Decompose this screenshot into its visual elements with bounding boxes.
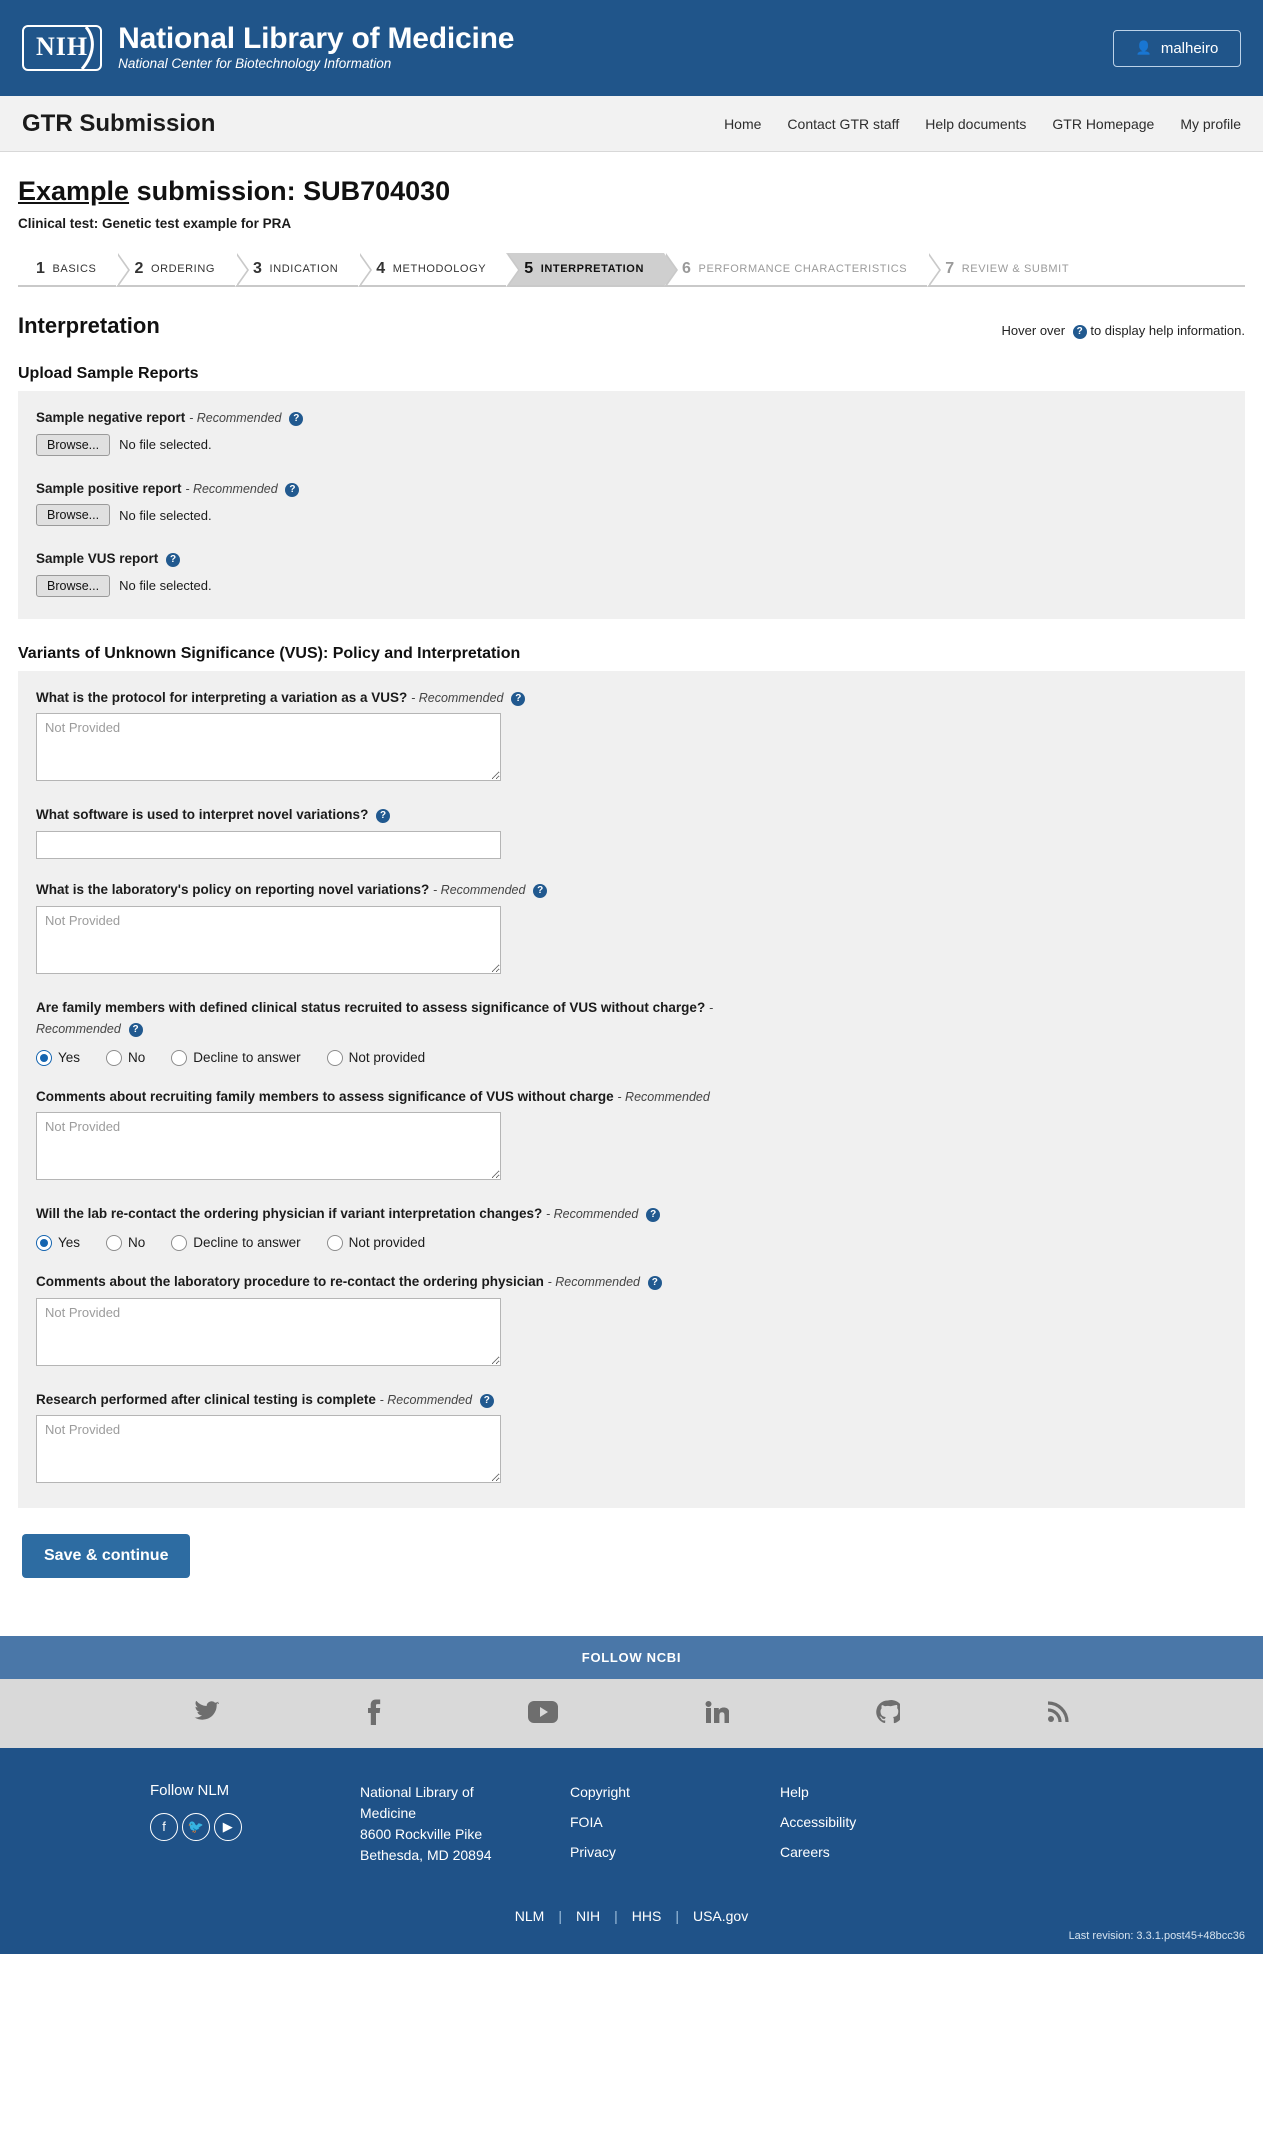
field-recontact-comments — [36, 1271, 1227, 1369]
youtube-icon[interactable]: ▶ — [214, 1813, 242, 1841]
upload-negative-label — [36, 407, 1227, 429]
field-research-label — [36, 1389, 1227, 1411]
upload-panel — [18, 391, 1245, 619]
github-icon[interactable] — [876, 1700, 900, 1727]
radio-dot — [171, 1050, 187, 1066]
step-performance-characteristics[interactable] — [664, 253, 927, 285]
footer-address-line1: National Library of — [360, 1784, 474, 1801]
gtr-nav[interactable] — [724, 116, 1241, 132]
youtube-icon[interactable] — [528, 1701, 558, 1726]
research-textarea[interactable] — [36, 1415, 501, 1483]
file-status-negative: No file selected. — [119, 437, 212, 453]
upload-vus-report — [36, 548, 1227, 597]
divider: | — [558, 1908, 562, 1925]
help-icon: ? — [1073, 325, 1087, 339]
upload-positive-label-text: Sample positive report — [36, 480, 182, 496]
field-family-comments — [36, 1086, 1227, 1184]
nih-org-line2: National Center for Biotechnology Information — [118, 55, 392, 71]
field-family-comments-recommended: - Recommended — [617, 1089, 710, 1104]
radio-dot — [171, 1235, 187, 1251]
field-recontact-label-text: Will the lab re-contact the ordering physician if variant interpretation changes? — [36, 1206, 543, 1222]
help-icon[interactable]: ? — [285, 483, 299, 497]
recontact-radio-not-provided-label: Not provided — [348, 1235, 426, 1251]
recontact-radio-decline-label: Decline to answer — [193, 1235, 301, 1251]
recontact-radio-no[interactable] — [106, 1235, 145, 1251]
family-radio-decline[interactable] — [171, 1050, 300, 1066]
field-software-label-text: What software is used to interpret novel variations? — [36, 807, 369, 823]
divider: | — [675, 1908, 679, 1925]
wizard-steps — [18, 253, 1245, 287]
step-methodology-label: METHODOLOGY — [392, 263, 487, 275]
field-family-label-text: Are family members with defined clinical status recruited to assess significance of VUS without charge? — [36, 999, 706, 1015]
step-basics-label: BASICS — [52, 263, 97, 275]
upload-positive-recommended: - Recommended — [185, 481, 278, 496]
nav-gtr-homepage[interactable]: GTR Homepage — [1052, 115, 1155, 132]
user-icon: 👤 — [1135, 40, 1152, 55]
follow-ncbi-heading: FOLLOW NCBI — [0, 1636, 1263, 1679]
rss-icon[interactable] — [1047, 1701, 1069, 1726]
step-ordering-number: 2 — [134, 260, 144, 277]
step-basics-number: 1 — [36, 260, 46, 277]
gov-link-hhs[interactable]: HHS — [631, 1908, 662, 1925]
nav-help-documents[interactable]: Help documents — [925, 115, 1027, 132]
user-name-label: malheiro — [1160, 39, 1219, 57]
gov-link-nih[interactable]: NIH — [575, 1908, 601, 1925]
nih-logo-text: NIH — [36, 31, 89, 61]
radio-dot — [327, 1050, 343, 1066]
field-policy-recommended: - Recommended — [433, 882, 526, 897]
help-hint-post: to display help information. — [1086, 323, 1245, 338]
radio-dot — [106, 1235, 122, 1251]
step-interpretation-label: INTERPRETATION — [540, 263, 645, 275]
recontact-radio-yes[interactable] — [36, 1235, 80, 1251]
submission-title-link[interactable]: Example — [18, 176, 130, 206]
footer-follow-nlm-title: Follow NLM — [150, 1782, 230, 1800]
upload-negative-row — [36, 434, 1227, 456]
field-policy-label — [36, 879, 1227, 901]
upload-sample-reports-heading: Upload Sample Reports — [18, 365, 199, 382]
step-basics[interactable] — [18, 253, 116, 285]
step-review-label: REVIEW & SUBMIT — [961, 263, 1070, 275]
family-radio-no-label: No — [128, 1050, 146, 1066]
field-protocol-recommended: - Recommended — [411, 690, 504, 705]
nih-logo-swoosh — [80, 25, 102, 71]
footer-col-follow-nlm — [150, 1782, 300, 1872]
step-methodology-number: 4 — [376, 260, 386, 277]
radio-dot — [327, 1235, 343, 1251]
help-icon[interactable]: ? — [376, 809, 390, 823]
help-hint-pre: Hover over — [1001, 323, 1069, 338]
field-family-comments-label-text: Comments about recruiting family members to assess significance of VUS without charge — [36, 1088, 614, 1104]
field-software — [36, 804, 1227, 859]
radio-dot — [36, 1235, 52, 1251]
nlm-footer — [0, 1748, 1263, 1954]
last-revision-text: Last revision: 3.3.1.post45+48bcc36 — [1068, 1930, 1245, 1943]
upload-positive-report — [36, 478, 1227, 527]
field-protocol-label-text: What is the protocol for interpreting a variation as a VUS? — [36, 689, 408, 705]
facebook-icon[interactable] — [367, 1699, 381, 1728]
footer-col-legal — [570, 1782, 720, 1872]
family-radio-yes-label: Yes — [58, 1050, 81, 1066]
upload-negative-recommended: - Recommended — [189, 411, 282, 425]
field-family-label — [36, 997, 736, 1040]
submission-subtitle: Clinical test: Genetic test example for PRA — [18, 216, 292, 231]
help-icon[interactable]: ? — [129, 1023, 143, 1037]
section-title: Interpretation — [18, 313, 160, 338]
upload-vus-row — [36, 575, 1227, 597]
twitter-icon[interactable] — [194, 1701, 220, 1726]
help-icon[interactable]: ? — [533, 884, 547, 898]
facebook-icon[interactable]: f — [150, 1813, 178, 1841]
family-radio-no[interactable] — [106, 1050, 145, 1066]
step-interpretation[interactable] — [506, 253, 664, 285]
footer-address-line4: Bethesda, MD 20894 — [360, 1847, 492, 1864]
help-icon[interactable]: ? — [648, 1276, 662, 1290]
file-status-vus: No file selected. — [119, 578, 212, 594]
family-radio-group[interactable] — [36, 1050, 1227, 1066]
field-family-comments-label — [36, 1086, 1227, 1108]
upload-positive-row — [36, 504, 1227, 526]
recontact-radio-yes-label: Yes — [58, 1235, 81, 1251]
nav-home[interactable]: Home — [724, 115, 762, 132]
recontact-radio-not-provided[interactable] — [327, 1235, 426, 1251]
radio-dot — [36, 1050, 52, 1066]
family-radio-yes[interactable] — [36, 1050, 80, 1066]
recontact-radio-group[interactable] — [36, 1235, 1227, 1251]
footer-link-accessibility[interactable]: Accessibility — [780, 1814, 857, 1831]
recontact-radio-no-label: No — [128, 1235, 146, 1251]
ncbi-social-bar[interactable] — [0, 1679, 1263, 1748]
footer-columns — [0, 1782, 1263, 1872]
footer-social-links[interactable] — [150, 1813, 300, 1841]
field-recontact-recommended: - Recommended — [545, 1207, 639, 1222]
save-and-continue-button[interactable]: Save & continue — [22, 1534, 190, 1578]
recontact-comments-textarea[interactable] — [36, 1298, 501, 1366]
footer-col-address — [360, 1782, 510, 1872]
gov-link-nlm[interactable]: NLM — [514, 1908, 545, 1925]
field-recontact-comments-label — [36, 1271, 1227, 1293]
help-hint — [1002, 323, 1245, 339]
step-review-number: 7 — [945, 260, 955, 277]
field-research-recommended: - Recommended — [379, 1392, 473, 1407]
nih-logo — [22, 25, 102, 71]
policy-textarea[interactable] — [36, 906, 501, 974]
browse-button-negative[interactable]: Browse... — [36, 434, 110, 456]
step-indication[interactable] — [235, 253, 358, 285]
family-radio-decline-label: Decline to answer — [193, 1050, 301, 1066]
recontact-radio-decline[interactable] — [171, 1235, 300, 1251]
field-protocol-label — [36, 687, 1227, 709]
upload-vus-label — [36, 548, 1227, 570]
footer-address-line3: 8600 Rockville Pike — [360, 1826, 483, 1843]
page-title: GTR Submission — [22, 109, 216, 137]
footer-link-foia[interactable]: FOIA — [570, 1814, 603, 1831]
footer-address-line2: Medicine — [360, 1805, 417, 1822]
file-status-positive: No file selected. — [119, 507, 212, 523]
field-policy-label-text: What is the laboratory's policy on reporting novel variations? — [36, 881, 430, 897]
gov-link-usagov[interactable]: USA.gov — [692, 1908, 749, 1925]
radio-dot — [106, 1050, 122, 1066]
gtr-bar — [0, 96, 1263, 152]
page-body — [0, 176, 1263, 1578]
step-review-submit[interactable] — [927, 253, 1089, 285]
footer-col-help — [780, 1782, 930, 1872]
help-icon[interactable]: ? — [289, 412, 303, 426]
step-ordering[interactable] — [116, 253, 235, 285]
vus-policy-heading: Variants of Unknown Significance (VUS): Policy and Interpretation — [18, 644, 521, 662]
help-icon[interactable]: ? — [480, 1394, 494, 1408]
footer-link-copyright[interactable]: Copyright — [570, 1784, 630, 1801]
upload-positive-label — [36, 478, 1227, 500]
family-comments-textarea[interactable] — [36, 1112, 501, 1180]
step-performance-number: 6 — [682, 260, 692, 277]
help-icon[interactable]: ? — [511, 692, 525, 706]
upload-negative-label-text: Sample negative report — [36, 410, 186, 425]
nih-org-line1: National Library of Medicine — [118, 22, 515, 56]
twitter-icon[interactable]: 🐦 — [182, 1813, 210, 1841]
step-indication-label: INDICATION — [269, 263, 339, 275]
linkedin-icon[interactable] — [705, 1701, 729, 1726]
field-recontact-comments-label-text: Comments about the laboratory procedure to re-contact the ordering physician — [36, 1273, 544, 1289]
nih-brand[interactable] — [22, 23, 514, 72]
field-protocol — [36, 687, 1227, 785]
upload-negative-report — [36, 407, 1227, 456]
field-recontact — [36, 1203, 1227, 1251]
field-recontact-label — [36, 1203, 1227, 1225]
protocol-textarea[interactable] — [36, 713, 501, 781]
step-performance-label: PERFORMANCE CHARACTERISTICS — [698, 263, 908, 275]
nih-org-names — [118, 23, 514, 72]
footer-link-careers[interactable]: Careers — [780, 1844, 830, 1861]
divider: | — [614, 1908, 618, 1925]
footer-link-privacy[interactable]: Privacy — [570, 1844, 616, 1861]
field-software-label — [36, 804, 1227, 826]
browse-button-vus[interactable]: Browse... — [36, 575, 110, 597]
field-policy — [36, 879, 1227, 977]
step-methodology[interactable] — [358, 253, 506, 285]
field-family-recruitment — [36, 997, 1227, 1066]
footer-gov-links[interactable] — [0, 1908, 1263, 1924]
vus-panel — [18, 671, 1245, 1508]
section-header-row — [18, 313, 1245, 339]
family-radio-not-provided[interactable] — [327, 1050, 426, 1066]
upload-vus-label-text: Sample VUS report — [36, 551, 159, 567]
field-research — [36, 1389, 1227, 1487]
family-radio-not-provided-label: Not provided — [348, 1050, 426, 1066]
nav-contact-gtr-staff[interactable]: Contact GTR staff — [787, 115, 900, 132]
submission-title — [18, 176, 1245, 207]
help-icon[interactable]: ? — [166, 553, 180, 567]
step-indication-number: 3 — [253, 260, 263, 277]
help-icon[interactable]: ? — [646, 1208, 660, 1222]
step-ordering-label: ORDERING — [150, 263, 216, 275]
field-family-recommended: - Recommended — [36, 1000, 714, 1037]
nih-header — [0, 0, 1263, 96]
field-recontact-comments-recommended: - Recommended — [547, 1274, 640, 1289]
submission-title-rest: submission: SUB704030 — [129, 176, 451, 206]
footer-link-help[interactable]: Help — [780, 1784, 809, 1801]
step-interpretation-number: 5 — [524, 260, 534, 277]
field-research-label-text: Research performed after clinical testing is complete — [36, 1391, 376, 1407]
user-menu-button[interactable] — [1113, 30, 1241, 67]
software-input[interactable] — [36, 831, 501, 859]
nav-my-profile[interactable]: My profile — [1180, 115, 1241, 132]
browse-button-positive[interactable]: Browse... — [36, 504, 110, 526]
